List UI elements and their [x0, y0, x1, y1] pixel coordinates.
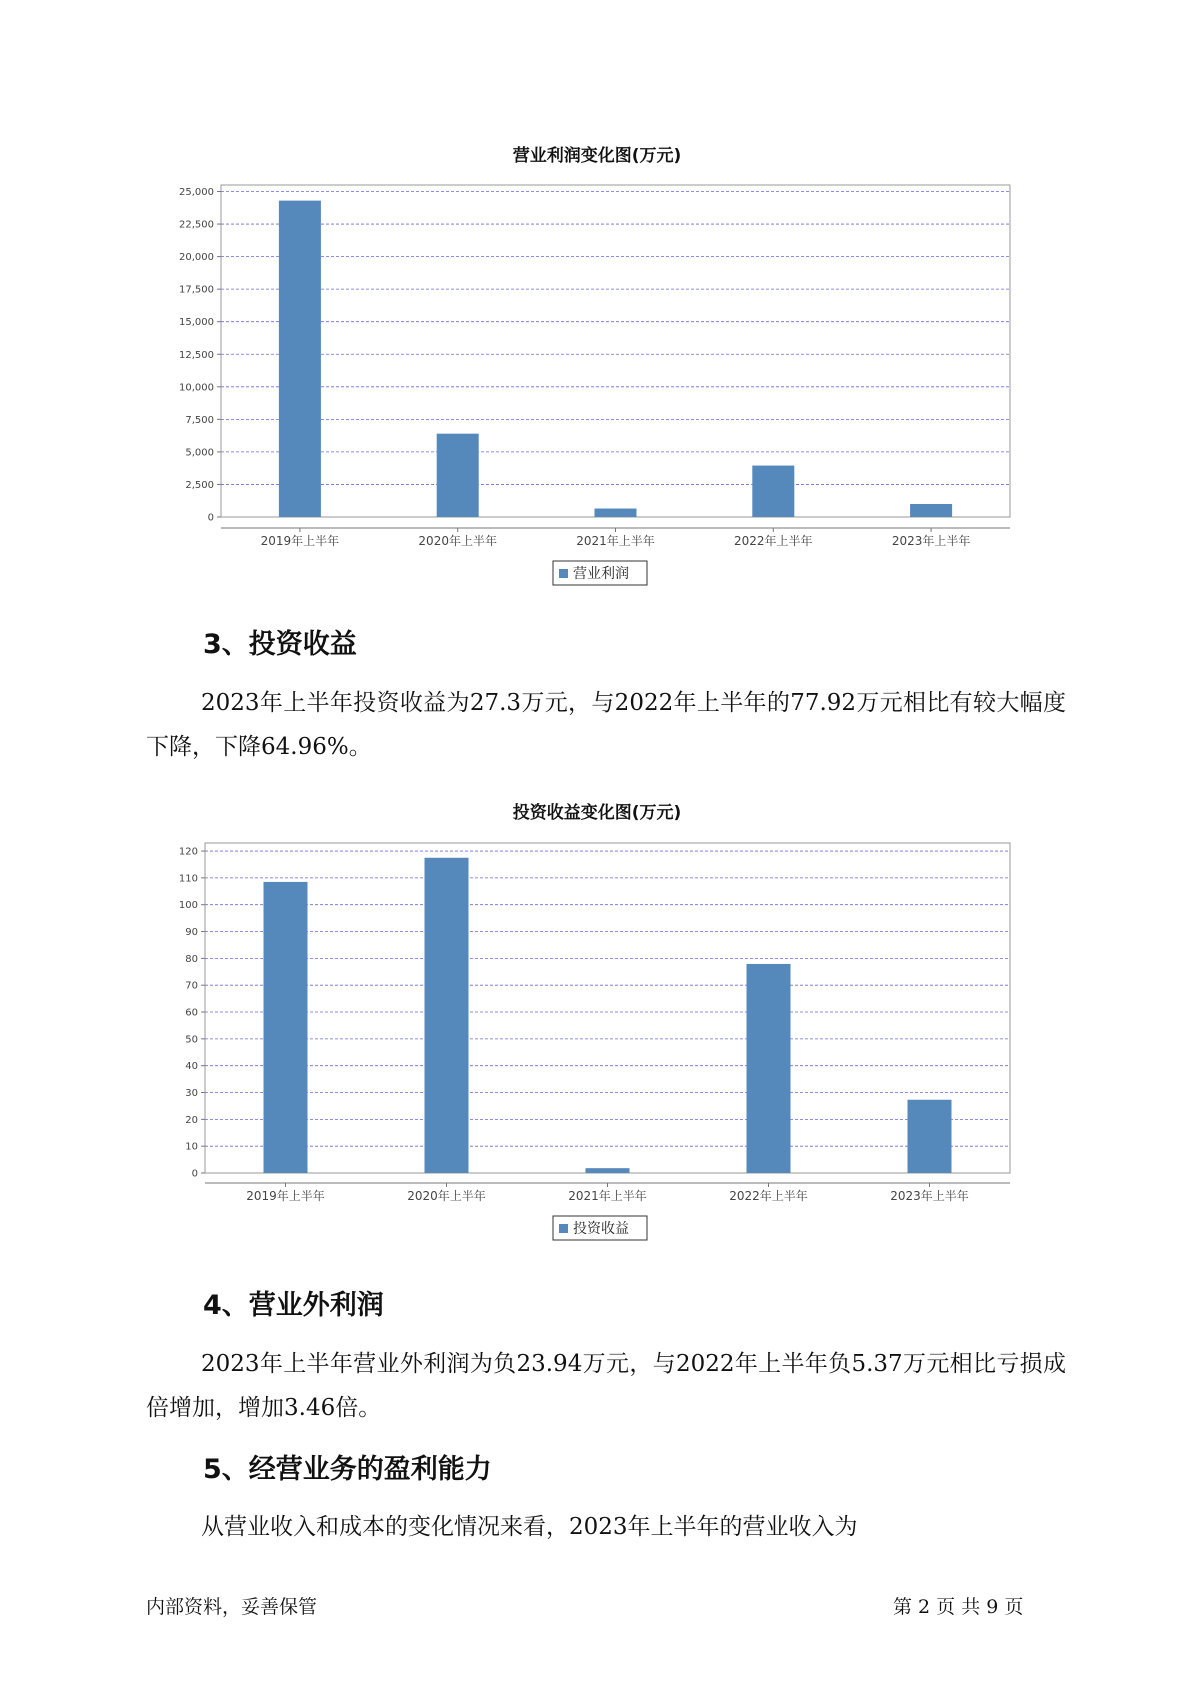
- operating-profit-y-tick-label: 22,500: [179, 219, 214, 231]
- investment-income-bar-2021年上半年: [586, 1168, 630, 1173]
- operating-profit-x-tick-label: 2020年上半年: [418, 534, 497, 548]
- investment-income-chart-svg: [0, 790, 1191, 1260]
- investment-income-x-tick-label: 2021年上半年: [568, 1189, 647, 1203]
- investment-income-y-tick-label: 70: [185, 980, 198, 992]
- operating-profit-legend: [553, 561, 647, 585]
- investment-income-x-tick-label: 2023年上半年: [890, 1189, 969, 1203]
- operating-profit-y-tick-label: 7,500: [185, 414, 214, 426]
- investment-income-x-tick-label: 2022年上半年: [729, 1189, 808, 1203]
- investment-income-legend: [553, 1216, 647, 1240]
- investment-income-chart: [0, 790, 1191, 1260]
- operating-profit-chart-svg: [0, 0, 1191, 600]
- investment-income-legend-label: 投资收益: [573, 1221, 629, 1237]
- investment-income-bar-2023年上半年: [908, 1100, 952, 1173]
- operating-profit-legend-swatch: [559, 569, 568, 578]
- section-5-heading: 5、经营业务的盈利能力: [203, 1454, 492, 1485]
- investment-income-y-tick-label: 20: [185, 1114, 198, 1126]
- operating-profit-y-tick-label: 10,000: [179, 382, 214, 394]
- investment-income-y-tick-label: 10: [185, 1141, 198, 1153]
- operating-profit-y-tick-label: 17,500: [179, 284, 214, 296]
- operating-profit-bar-2022年上半年: [752, 466, 794, 517]
- investment-income-y-tick-label: 100: [178, 900, 198, 912]
- investment-income-legend-swatch: [559, 1224, 568, 1233]
- investment-income-y-tick-label: 30: [185, 1088, 198, 1100]
- operating-profit-bar-2023年上半年: [910, 504, 952, 517]
- investment-income-y-tick-label: 50: [185, 1034, 198, 1046]
- footer-page-number: 第 2 页 共 9 页: [893, 1596, 1024, 1618]
- investment-income-bar-2022年上半年: [747, 964, 791, 1173]
- investment-income-y-tick-label: 60: [185, 1007, 198, 1019]
- section-3-text: 2023年上半年投资收益为27.3万元，与2022年上半年的77.92万元相比有较大幅度下降，下降64.96%。: [146, 690, 1066, 760]
- investment-income-y-tick-label: 120: [178, 846, 198, 858]
- operating-profit-chart-title: 营业利润变化图(万元): [512, 146, 682, 166]
- investment-income-y-tick-label: 0: [191, 1168, 198, 1180]
- operating-profit-x-tick-label: 2019年上半年: [260, 534, 340, 548]
- investment-income-y-tick-label: 110: [178, 873, 198, 885]
- operating-profit-y-tick-label: 15,000: [179, 317, 214, 329]
- operating-profit-y-tick-label: 25,000: [179, 187, 214, 199]
- section-3-heading: 3、投资收益: [203, 629, 357, 660]
- operating-profit-x-tick-label: 2023年上半年: [891, 534, 971, 548]
- footer-confidential: 内部资料，妥善保管: [146, 1596, 318, 1618]
- operating-profit-y-tick-label: 2,500: [185, 479, 214, 491]
- operating-profit-legend-label: 营业利润: [573, 566, 629, 582]
- operating-profit-y-tick-label: 12,500: [179, 349, 214, 361]
- section-5-paragraph: [146, 1505, 1066, 1549]
- operating-profit-y-tick-label: 20,000: [179, 252, 214, 264]
- section-4-paragraph: [146, 1342, 1066, 1430]
- section-3-paragraph: [146, 681, 1066, 769]
- operating-profit-bar-2019年上半年: [279, 201, 321, 517]
- operating-profit-y-tick-label: 0: [207, 512, 214, 524]
- investment-income-y-tick-label: 80: [185, 953, 198, 965]
- operating-profit-y-tick-label: 5,000: [185, 447, 214, 459]
- investment-income-y-tick-label: 40: [185, 1061, 198, 1073]
- investment-income-x-tick-label: 2020年上半年: [407, 1189, 486, 1203]
- investment-income-y-tick-label: 90: [185, 927, 198, 939]
- section-4-text: 2023年上半年营业外利润为负23.94万元，与2022年上半年负5.37万元相比亏损成倍增加，增加3.46倍。: [146, 1351, 1066, 1421]
- investment-income-plot-area: [205, 843, 1010, 1173]
- operating-profit-bar-2021年上半年: [595, 509, 637, 517]
- operating-profit-x-tick-label: 2021年上半年: [576, 534, 655, 548]
- operating-profit-plot-area: [221, 185, 1010, 517]
- investment-income-bar-2020年上半年: [425, 858, 469, 1173]
- operating-profit-chart: [0, 0, 1191, 600]
- operating-profit-bar-2020年上半年: [437, 434, 479, 517]
- investment-income-chart-title: 投资收益变化图(万元): [512, 803, 682, 823]
- investment-income-bar-2019年上半年: [264, 882, 308, 1173]
- section-5-text: 从营业收入和成本的变化情况来看，2023年上半年的营业收入为: [201, 1514, 858, 1540]
- investment-income-x-tick-label: 2019年上半年: [246, 1189, 325, 1203]
- section-4-heading: 4、营业外利润: [203, 1290, 384, 1321]
- operating-profit-x-tick-label: 2022年上半年: [734, 534, 813, 548]
